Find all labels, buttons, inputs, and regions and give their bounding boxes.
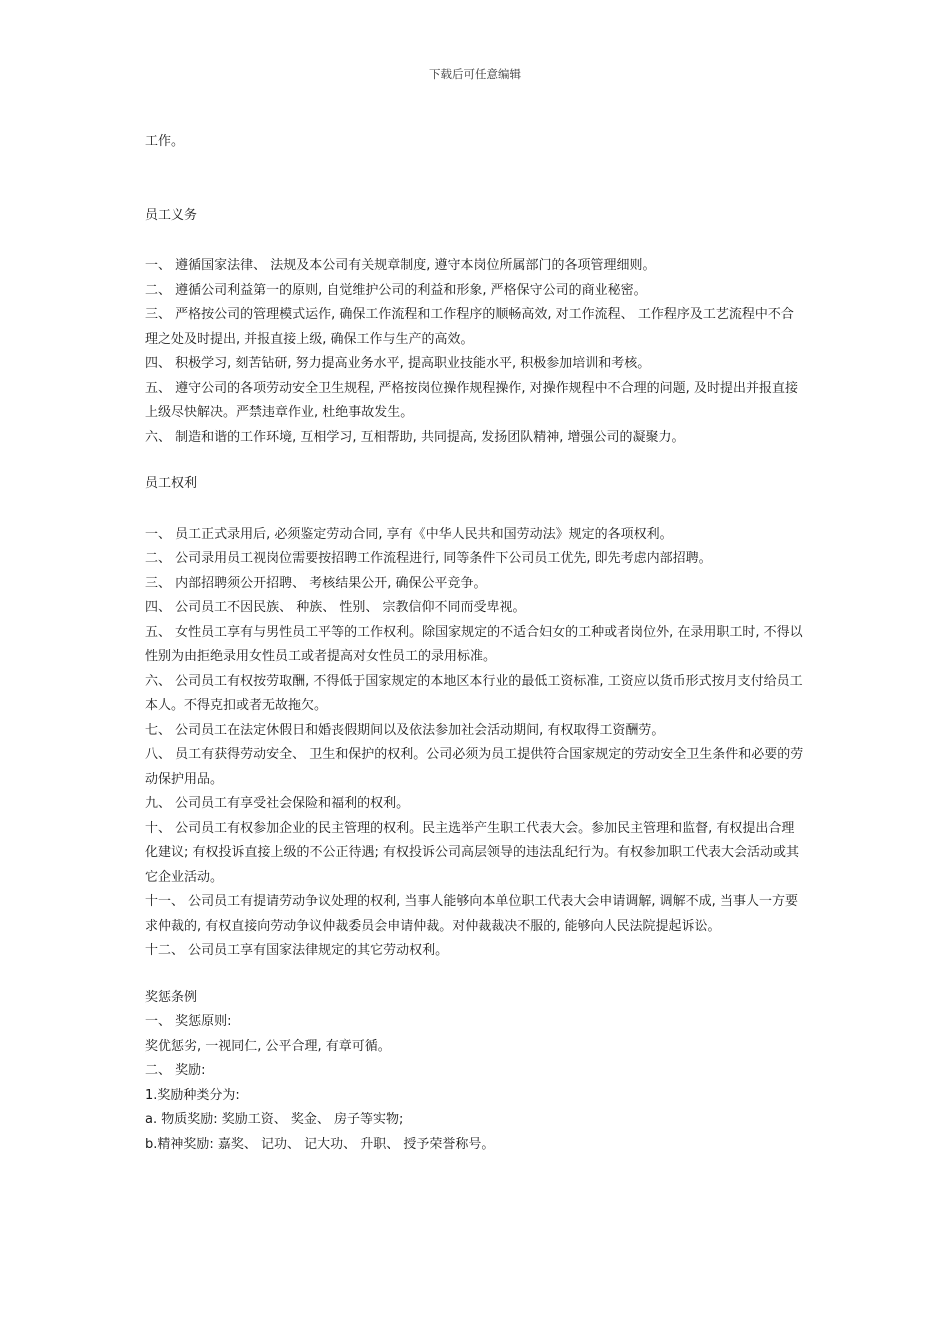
list-item [145,426,805,451]
item-number: 四、 [145,600,172,615]
item-number: 十二、 [145,943,185,958]
item-text: 严格按公司的管理模式运作, 确保工作流程和工作程序的顺畅高效, 对工作流程、 工作程序及工艺流程中不合理之处及时提出, 并报直接上级, 确保工作与生产的高效。 [145,307,794,347]
rewards-list [145,1010,805,1157]
item-number: 三、 [145,575,172,591]
rewards-line: 1.奖励种类分为: [145,1087,240,1103]
item-text: 遵循国家法律、 法规及本公司有关规章制度, 遵守本岗位所属部门的各项管理细则。 [175,258,656,273]
page-header: 下载后可任意编辑 [429,67,521,81]
rewards-line: a. 物质奖励: 奖励工资、 奖金、 房子等实物; [145,1112,404,1127]
item-number: 六、 [145,673,172,689]
item-text: 制造和谐的工作环境, 互相学习, 互相帮助, 共同提高, 发扬团队精神, 增强公司的凝聚力。 [175,429,685,445]
list-item [145,670,805,719]
item-text: 遵守公司的各项劳动安全卫生规程, 严格按岗位操作规程操作, 对操作规程中不合理的问题, 及时提出并报直接上级尽快解决。严禁违章作业, 杜绝事故发生。 [145,380,798,420]
item-number: 十、 [145,820,172,836]
item-number: 四、 [145,356,172,371]
rewards-line: b.精神奖励: 嘉奖、 记功、 记大功、 升职、 授予荣誉称号。 [145,1136,495,1152]
item-number: 二、 [145,282,172,298]
item-number: 二、 [145,551,172,566]
rewards-line: 一、 奖惩原则: [145,1014,232,1029]
duties-heading: 员工义务 [145,207,198,223]
item-number: 一、 [145,526,172,542]
item-number: 八、 [145,747,172,762]
item-number: 三、 [145,307,172,322]
item-text: 员工有获得劳动安全、 卫生和保护的权利。公司必须为员工提供符合国家规定的劳动安全卫生条件和必要的劳动保护用品。 [145,747,804,787]
item-number: 六、 [145,429,172,445]
item-text: 积极学习, 刻苦钻研, 努力提高业务水平, 提高职业技能水平, 积极参加培训和考核。 [175,356,651,371]
item-number: 十一、 [145,894,185,909]
intro-text: 工作。 [145,134,185,149]
item-text: 公司录用员工视岗位需要按招聘工作流程进行, 同等条件下公司员工优先, 即先考虑内部招聘。 [175,551,712,566]
item-text: 公司员工有提请劳动争议处理的权利, 当事人能够向本单位职工代表大会申请调解, 调解不成, 当事人一方要求仲裁的, 有权直接向劳动争议仲裁委员会申请仲裁。对仲裁裁决不服的, 能够向人民法院提起诉讼。 [145,894,798,934]
item-text: 女性员工享有与男性员工平等的工作权利。除国家规定的不适合妇女的工种或者岗位外, 在录用职工时, 不得以性别为由拒绝录用女性员工或者提高对女性员工的录用标准。 [145,624,803,664]
document-body [145,130,805,1157]
rewards-line: 二、 奖励: [145,1063,206,1078]
list-item [145,621,805,670]
item-number: 五、 [145,380,172,396]
item-number: 九、 [145,796,172,811]
item-number: 五、 [145,624,172,640]
rights-list [145,523,805,964]
rewards-line: 奖优惩劣, 一视同仁, 公平合理, 有章可循。 [145,1038,391,1054]
list-item [145,596,805,621]
list-item [145,254,805,279]
item-text: 遵循公司利益第一的原则, 自觉维护公司的利益和形象, 严格保守公司的商业秘密。 [175,282,647,298]
list-item [145,303,805,352]
list-item [145,547,805,572]
list-item [145,377,805,426]
list-item [145,939,805,964]
item-text: 公司员工有权按劳取酬, 不得低于国家规定的本地区本行业的最低工资标准, 工资应以货币形式按月支付给员工本人。不得克扣或者无故拖欠。 [145,673,803,713]
rewards-heading: 奖惩条例 [145,989,198,1005]
list-item [145,719,805,744]
list-item [145,890,805,939]
item-text: 公司员工有权参加企业的民主管理的权利。民主选举产生职工代表大会。参加民主管理和监督, 有权提出合理化建议; 有权投诉直接上级的不公正待遇; 有权投诉公司高层领导的违法乱纪行为。有权参加职工代表大会活动或其它企业活动。 [145,820,800,885]
item-text: 内部招聘须公开招聘、 考核结果公开, 确保公平竞争。 [175,575,487,591]
list-item [145,279,805,304]
duties-list [145,254,805,450]
list-item [145,817,805,891]
item-text: 员工正式录用后, 必须鉴定劳动合同, 享有《中华人民共和国劳动法》规定的各项权利。 [175,526,673,542]
item-number: 七、 [145,722,172,738]
list-item [145,743,805,792]
item-text: 公司员工在法定休假日和婚丧假期间以及依法参加社会活动期间, 有权取得工资酬劳。 [175,722,665,738]
item-text: 公司员工有享受社会保险和福利的权利。 [175,796,410,811]
list-item [145,792,805,817]
rights-heading: 员工权利 [145,476,198,491]
list-item [145,572,805,597]
item-text: 公司员工享有国家法律规定的其它劳动权利。 [188,943,449,958]
item-number: 一、 [145,258,172,273]
item-text: 公司员工不因民族、 种族、 性别、 宗教信仰不同而受卑视。 [175,600,526,615]
list-item [145,352,805,377]
list-item [145,523,805,548]
